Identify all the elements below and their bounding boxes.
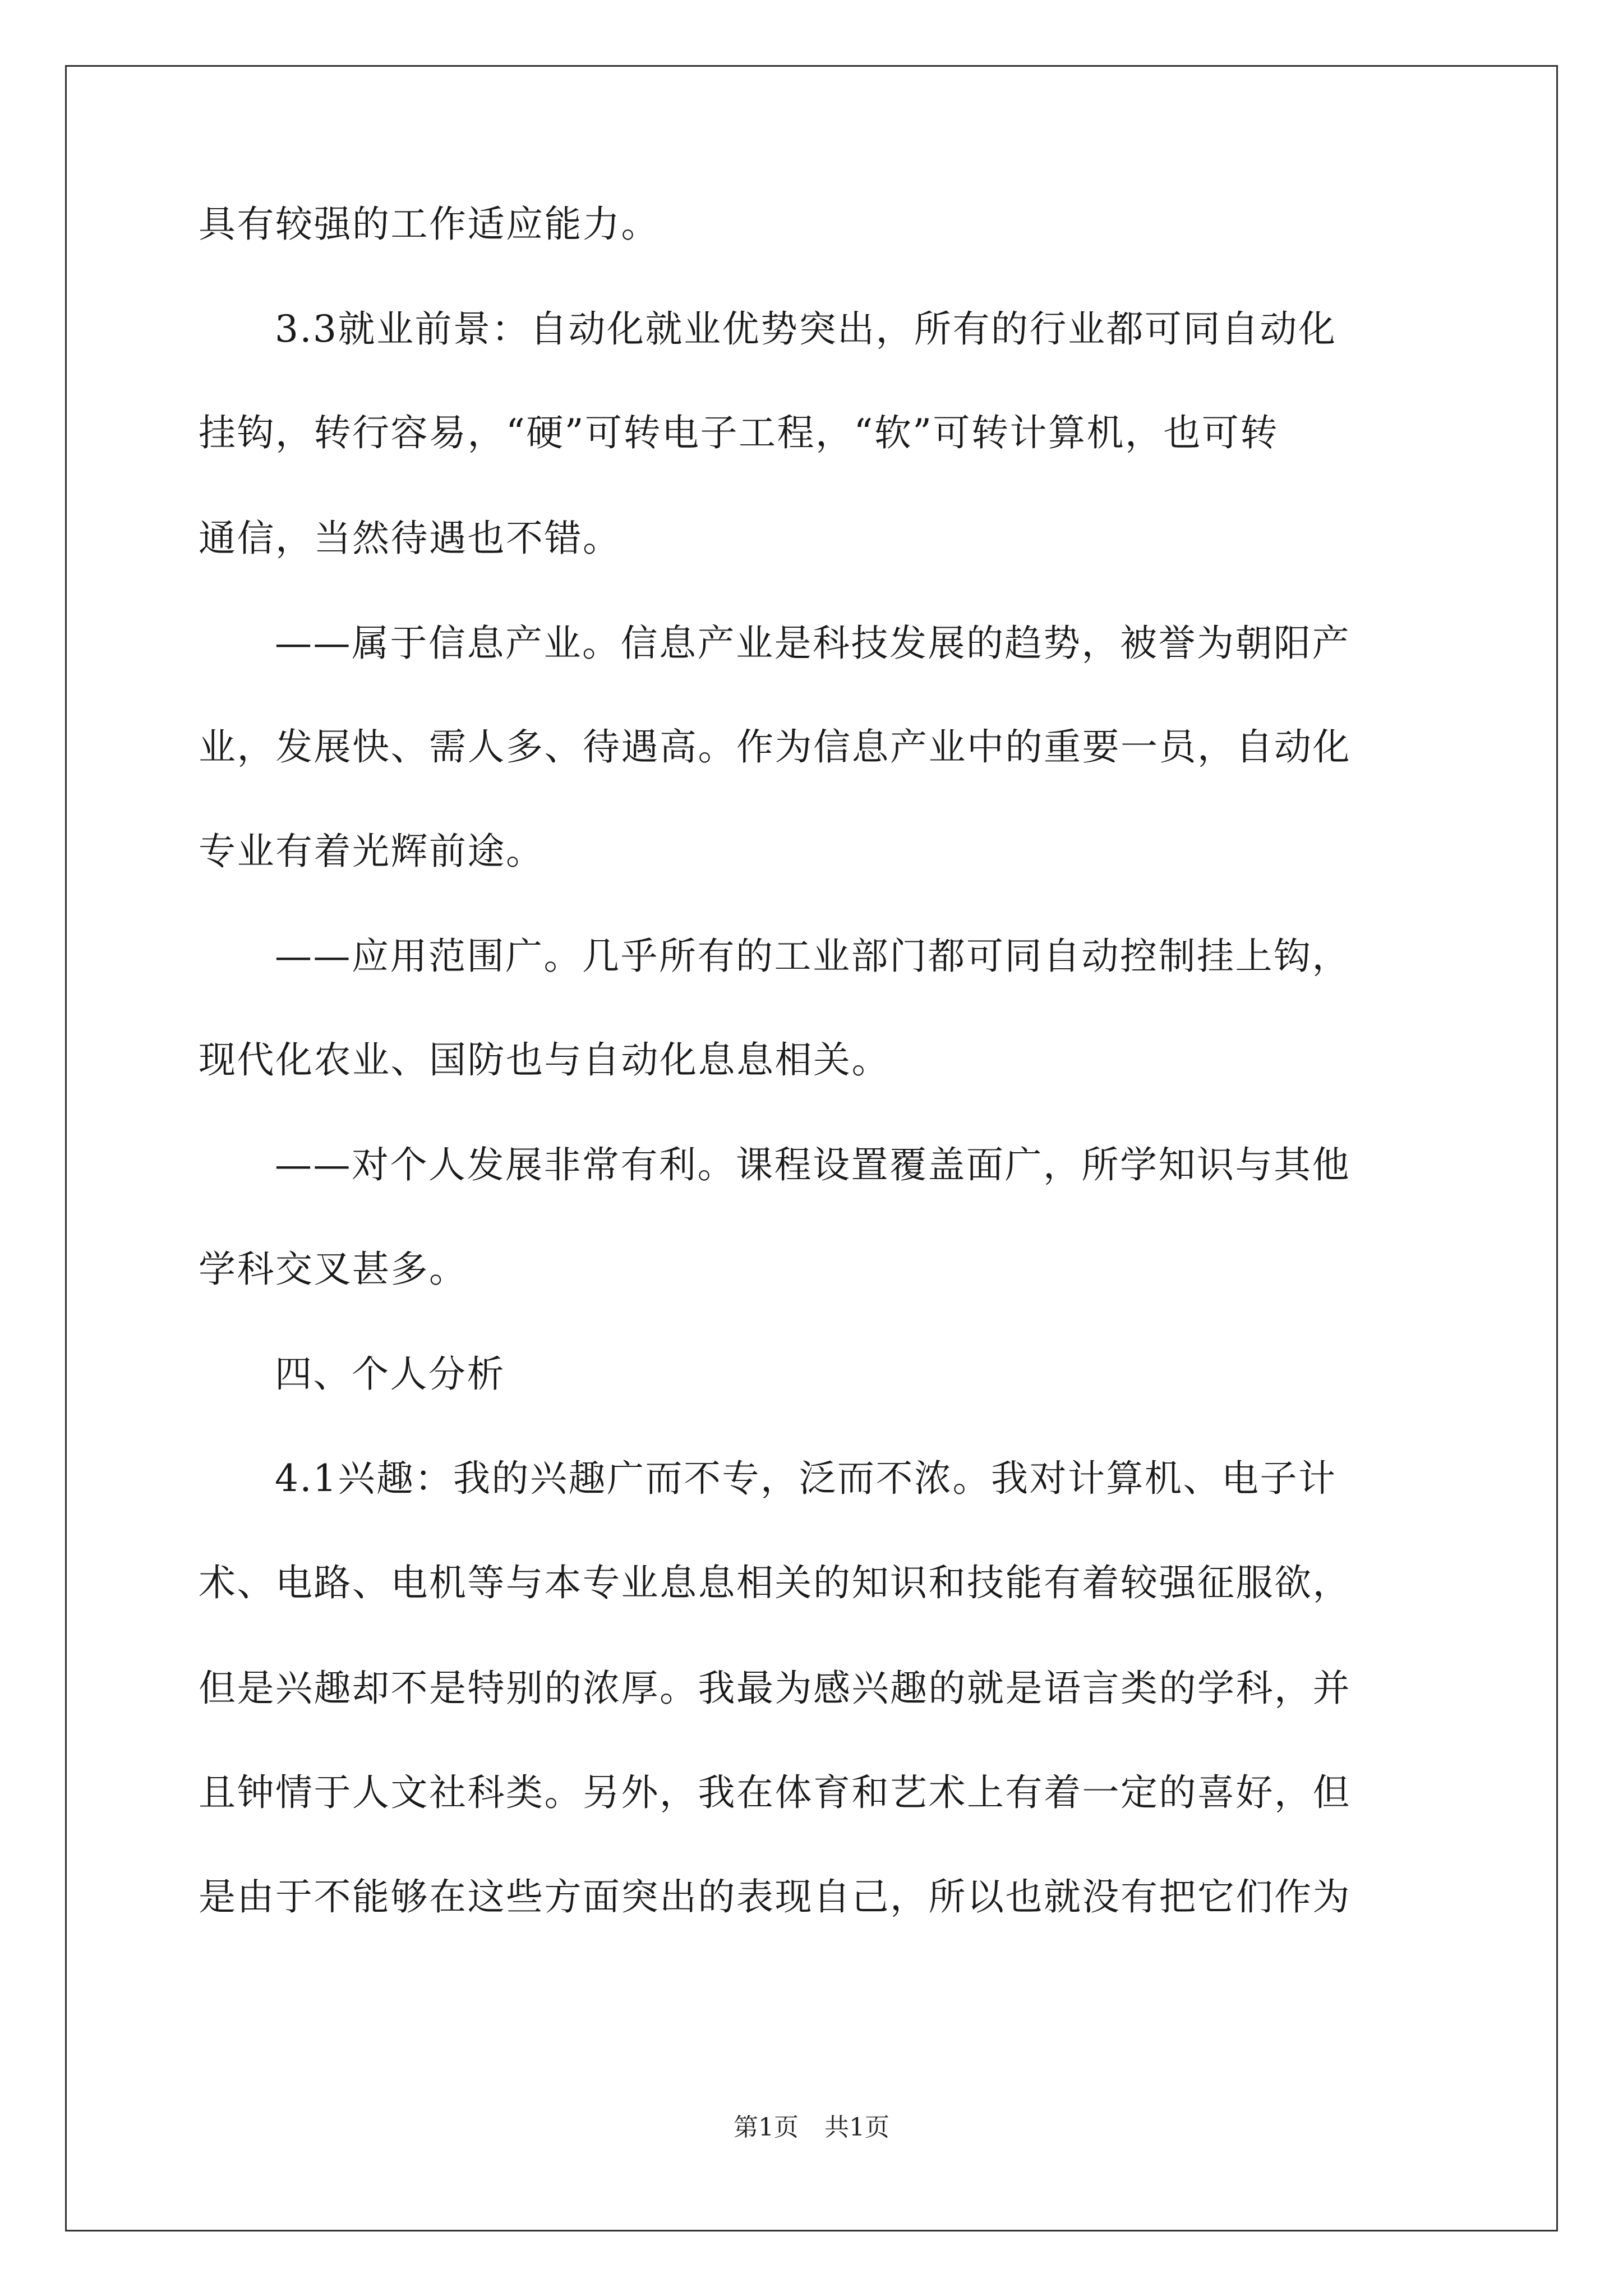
text-line: ——对个人发展非常有利。课程设置覆盖面广，所学知识与其他 — [275, 1143, 1350, 1186]
section-heading: 四、个人分析 — [275, 1352, 505, 1396]
text-line: 现代化农业、国防也与自动化息息相关。 — [199, 1038, 890, 1082]
text-line: 学科交叉甚多。 — [199, 1248, 468, 1291]
text-line: 4.1兴趣：我的兴趣广而不专，泛而不浓。我对计算机、电子计 — [275, 1457, 1337, 1500]
text-line: 挂钩，转行容易，“硬”可转电子工程，“软”可转计算机，也可转 — [199, 411, 1279, 454]
text-line: 术、电路、电机等与本专业息息相关的知识和技能有着较强征服欲， — [199, 1561, 1351, 1604]
text-line: 业，发展快、需人多、待遇高。作为信息产业中的重要一员，自动化 — [199, 725, 1351, 769]
text-line: 但是兴趣却不是特别的浓厚。我最为感兴趣的就是语言类的学科，并 — [199, 1667, 1351, 1710]
text-line: ——应用范围广。几乎所有的工业部门都可同自动控制挂上钩， — [275, 935, 1350, 978]
text-line: 专业有着光辉前途。 — [199, 830, 545, 873]
page-number: 第1页 — [734, 2113, 799, 2142]
text-line: 3.3就业前景：自动化就业优势突出，所有的行业都可同自动化 — [275, 307, 1337, 351]
page-footer — [0, 2111, 1623, 2145]
text-line: 且钟情于人文社科类。另外，我在体育和艺术上有着一定的喜好，但 — [199, 1771, 1351, 1814]
text-line: 通信，当然待遇也不错。 — [199, 517, 621, 560]
text-line: ——属于信息产业。信息产业是科技发展的趋势，被誉为朝阳产 — [275, 622, 1350, 665]
text-line: 具有较强的工作适应能力。 — [199, 203, 660, 246]
text-line: 是由于不能够在这些方面突出的表现自己，所以也就没有把它们作为 — [199, 1875, 1351, 1918]
page-total: 共1页 — [824, 2113, 889, 2142]
